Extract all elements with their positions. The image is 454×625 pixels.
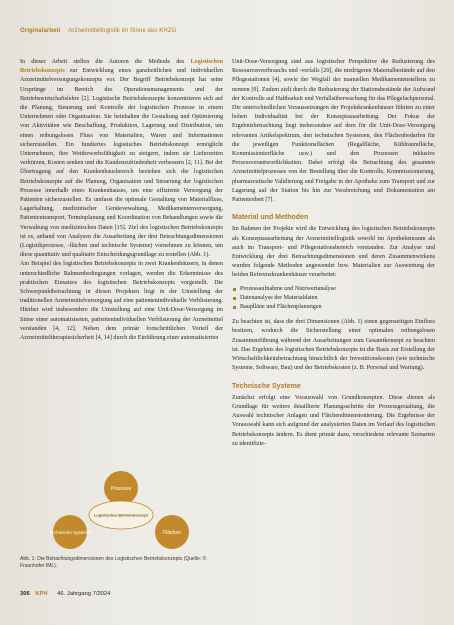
journal-name: KPH xyxy=(35,591,48,597)
list-item: Bauplläne und Flächenplanungen xyxy=(232,303,435,312)
heading-methods: Material und Methoden xyxy=(232,214,309,222)
label-flaechen: Flächen xyxy=(163,530,181,536)
label-prozesse: Prozesse xyxy=(110,486,132,492)
list-item: Prozessaufnahme und Nutzwertanalyse xyxy=(232,285,435,294)
running-header xyxy=(20,28,176,34)
header-topic: Arzneimittellogistik im Sinne des KHZG xyxy=(68,28,177,34)
left-p1-highlight: Logistischen Betriebskonzepts xyxy=(20,59,223,75)
journal-issue: 46. Jahrgang 7/2024 xyxy=(57,591,111,597)
right-paragraph-2: Im Rahmen der Projekte wird die Entwicklung des logistischen Betriebskonzepts als Konzeptausarbeitung der Arzneimittellogistik sowohl im Apothekenraum als auch im Transport- und Pflegestationsbereich verstanden. Zur Analyse und Entwicklung der drei Betrachtungsdimensionen und deren Zusammenwirkens wurden folgende Methoden angewendet bzw. Materialien zur Auswertung der beiden Referenzkrankenhäuser verarbeitet: xyxy=(232,226,435,279)
left-p1-text-a: In dieser Arbeit stellen die Autoren die Methode des xyxy=(20,59,191,65)
dimensions-diagram xyxy=(20,470,223,556)
label-technische-systeme: Technische Systeme xyxy=(48,530,92,535)
right-paragraph-3: Zu beachten ist, dass die drei Dimensionen (Abb. 1) einen gegenseitigen Einfluss besitzen, wodurch die Sicherstellung einer optimalen reibungslosen Zusammenführung während der Ausarbeitungen zum Gesamtkonzept zu beachten ist. Das Ergebnis des logistischen Betriebskonzepts ist die Basis zur Erstellung der Wirtschaftlichkeitsbetrachtung hinsichtlich der Investitionskosten (wie technische Systeme, Software, Bau) und der Betriebskosten (z. B. Personal und Wartung). xyxy=(232,319,435,372)
page-number: 306 xyxy=(20,591,30,597)
left-paragraph-2: Am Beispiel des logistischen Betriebskonzepts in zwei Krankenhäusern, in denen unterschiedliche Rahmenbedingungen vorlagen, werden die Erkenntnisse des praktischen Einsatzes des logistischen Betriebskonzepts vorgestellt. Die Schwerpunktbetrachtung in diesen Projekten liegt in der Umstellung der traditionellen Arzneimittelversorgung auf eine patientenindividuelle Verblisterung. Hierbei wird insbesondere die Umstellung auf eine Unit-Dose-Versorgung im Sinne einer automatisierten, patientenindividuellen Verblisterung der Arzneimittel verstanden [4, 12]. Neben dem primär fortschrittlichen Vorteil der Arzneimitteltherapiesicherheit [4, 14] durch die Einführung einer automatisierten xyxy=(20,261,223,342)
heading-technical-systems: Technische Systeme xyxy=(232,382,301,390)
header-section: Originalarbeit xyxy=(20,28,61,34)
page-footer xyxy=(20,591,110,597)
left-p1-text-b: zur Entwicklung eines ganzheitlichen und individuellen Arzneimittelversorgungskonzepts vor. Der Begriff Betriebskonzept hat seine Ursprünge im Bereich des Operationsmanagements und der Betriebswirtschaftslehre [2]. Logistische Betriebskonzepte konzentrieren sich auf die Planung, Steuerung und Kontrolle der logistischen Prozesse in einem Unternehmen oder Organisation. Sie beinhalten die Gestaltung und Optimierung von Aktivitäten wie Beschaffung, Produktion, Lagerung und Distribution, um einen reibungslosen Fluss von Materialien, Waren und Informationen sicherzustellen. Ein fundiertes logistisches Betriebskonzept ermöglicht Unternehmen, ihre Wettbewerbsfähigkeit zu steigern, indem sie Lieferzeiten verkürzen, Kosten senken und die Kundenzufriedenheit verbessern [2, 11]. Bei der Übertragung auf den Krankenhausbereich beziehen sich die logistischen Betriebskonzepte auf die Planung, Organisation und Steuerung der logistischen Prozesse innerhalb eines Krankenhauses, um eine effiziente Versorgung der Patienten sicherzustellen. Es umfasst die optimale Gestaltung von Materialfluss, Lagerhaltung, medizinischer Gerätevewaltung, Medikamentenversorgung, Patiententransport, Terminplanung und Koordination von Behandlungen sowie die Verwaltung von medizinischen Daten [15]. Ziel des logistischen Betriebskonzepts ist es, anhand von Analysen die Ausarbeitung der drei Betrachtungsdimensionen (Logistikprozesse, -flächen und technische Systeme) vornehmen zu können, um diese quantitativ und qualitativ Entscheidungsgrundlage zu erstellen (Abb. 1). xyxy=(20,68,223,259)
left-column xyxy=(20,58,223,343)
right-column xyxy=(232,58,435,449)
label-center: Logistisches Betriebskonzept xyxy=(94,513,148,518)
left-paragraph-1 xyxy=(20,58,223,260)
methods-list xyxy=(232,285,435,313)
right-paragraph-4: Zunächst erfolgt eine Vorauswahl von Grundkonzepten. Diese dienen als Grundlage für weitere detaillierte Planungsschritte der Prozessgestaltung, die Auswahl technischer Anlagen und Flächendimensionierung. Die Ergebnisse der Vorauswahl kann sich aufgrund der analysierten Daten im Verlauf des logistischen Betriebskonzepts ändern. Es dient primär dazu, verschiedene relevante Szenarien zu identifizie- xyxy=(232,394,435,447)
list-item: Datenanalyse der Materialdaten xyxy=(232,294,435,303)
figure-1 xyxy=(20,470,223,564)
right-paragraph-1: Unit-Dose-Versorgung sind aus logistischer Perspektive die Reduzierung des Ressourcenverbrauchs und -verfalls [20], die niedrigeren Materialbestände auf den Pflegestationen [4], sowie der Wegfall der manuellen Medikamentenstellens zu nennen [9]. Zudem zielt durch die Reduzierung der Stationsbestände der Aufwand der Kontrolle auf Haltbarkeit und Verfallsüberwachung für das Pflegefachpersonal. Die unterschiedlichen Voraussetzungen der Projektkrankenhäuser führten zu einer hohen Individualität bei der Konzeptausarbeitung. Der Fokus der Ergebnisbetrachtung liegt insbesondere auf dem für die Unit-Dose-Versorgung relevanten Artikelspektrum, den technischen Systemen, den Flächenbedarfen für die jeweiligen Funktionsflächen (Regalfläche, Kühlraumfläche, Kommissionierfläche usw.) und den Prozessen inklusive Prozessverantwortlichkeiten. Dabei erfolgt die Betrachtung des gesamten Arzneimittelprozesses von der Bestellung über die Kontrolle, Kommissionierung, pharmazeutische Validierung und Freigabe in der Apotheke zum Transport und zur Lagerung auf der Station bis hin zur Verabreichung und Dokumentation am Patientenbett [7]. xyxy=(232,59,435,204)
figure-caption: Abb. 1: Die Betrachtungsdimensionen des Logistischen Betriebskonzepts (Quelle: © Fraunhofer IML). xyxy=(20,556,207,569)
